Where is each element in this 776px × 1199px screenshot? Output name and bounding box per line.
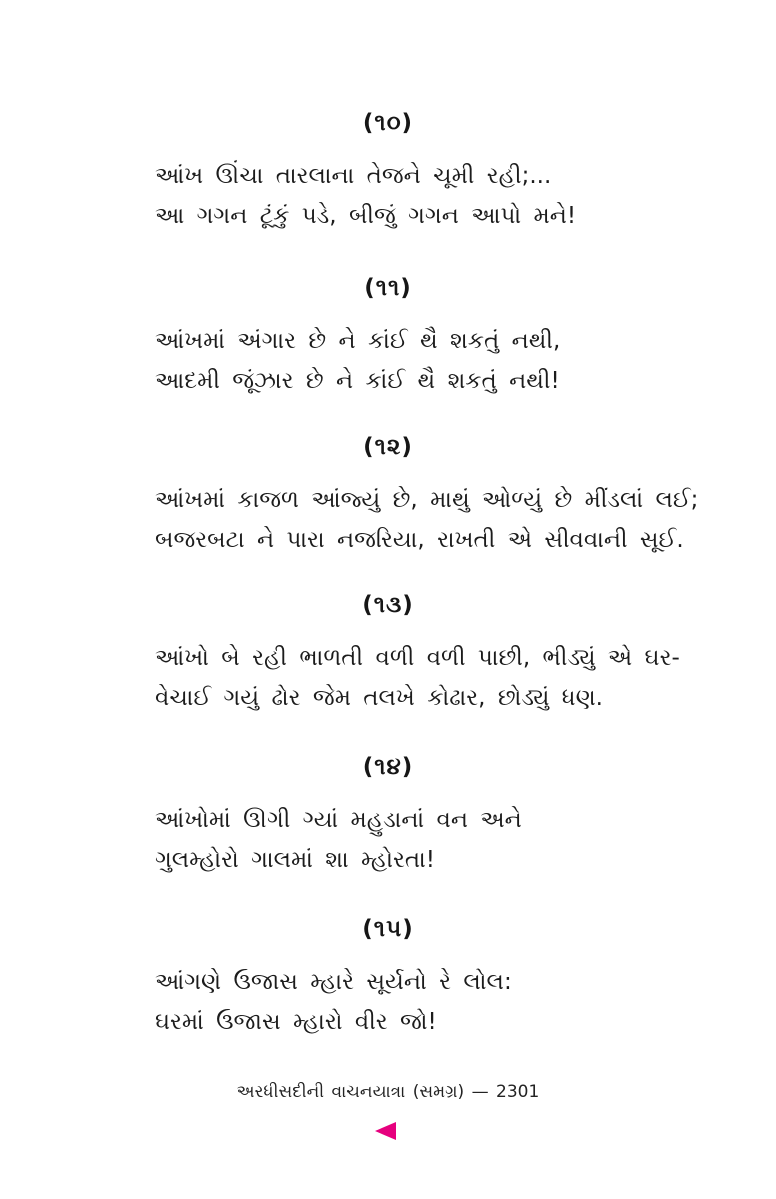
stanza-lines: [0, 962, 776, 1042]
stanza-13: [0, 592, 776, 718]
stanza-10: [0, 110, 776, 236]
stanza-11: [0, 275, 776, 401]
stanza-15: [0, 916, 776, 1042]
stanza-number: (૧૧): [364, 275, 412, 301]
stanza-number: (૧૦): [362, 110, 414, 136]
stanza-lines: [0, 800, 776, 880]
stanza-lines: [0, 480, 776, 560]
verse-line: બજરબટા ને પારા નજરિયા, રાખતી એ સીવવાની સૂઈ.: [155, 527, 684, 553]
verse-line: આંખમાં કાજળ આંજ્યું છે, માથું ઓળ્યું છે મીંડલાં લઈ;: [155, 487, 699, 513]
footer-text: અરધીસદીની વાચનયાત્રા (સમગ્ર) — 2301: [236, 1082, 540, 1102]
stanza-number: (૧૪): [362, 754, 414, 780]
stanza-lines: [0, 638, 776, 718]
verse-line: ઘરમાં ઉજાસ મ્હારો વીર જો!: [155, 1009, 437, 1035]
stanza-number: (૧૩): [362, 592, 414, 618]
stanza-14: [0, 754, 776, 880]
stanza-12: [0, 434, 776, 560]
verse-line: આદમી જૂંઝાર છે ને કાંઈ થૈ શકતું નથી!: [155, 368, 560, 394]
verse-line: આંખો બે રહી ભાળતી વળી વળી પાછી, ભીડ્યું એ ઘર-: [155, 645, 680, 671]
stanza-number: (૧૫): [362, 916, 414, 942]
verse-line: આંગણે ઉજાસ મ્હારે સૂર્યનો રે લોલ:: [155, 969, 512, 995]
stanza-lines: [0, 156, 776, 236]
verse-line: ગુલમ્હોરો ગાલમાં શા મ્હોરતા!: [155, 847, 435, 873]
verse-line: આંખોમાં ઊગી ગ્યાં મહુડાનાં વન અને: [155, 807, 522, 833]
verse-line: આંખ ઊંચા તારલાના તેજને ચૂમી રહી;...: [155, 163, 552, 189]
verse-line: આંખમાં અંગાર છે ને કાંઈ થૈ શકતું નથી,: [155, 328, 561, 354]
verse-line: આ ગગન ટૂંકું પડે, બીજું ગગન આપો મને!: [155, 203, 577, 229]
running-footer: [0, 1082, 776, 1102]
previous-page-arrow-icon[interactable]: [375, 1122, 396, 1140]
stanza-number: (૧૨): [363, 434, 413, 460]
verse-line: વેચાઈ ગયું ઢોર જેમ તલખે કોઢાર, છોડ્યું ધણ.: [155, 685, 603, 711]
stanza-lines: [0, 321, 776, 401]
